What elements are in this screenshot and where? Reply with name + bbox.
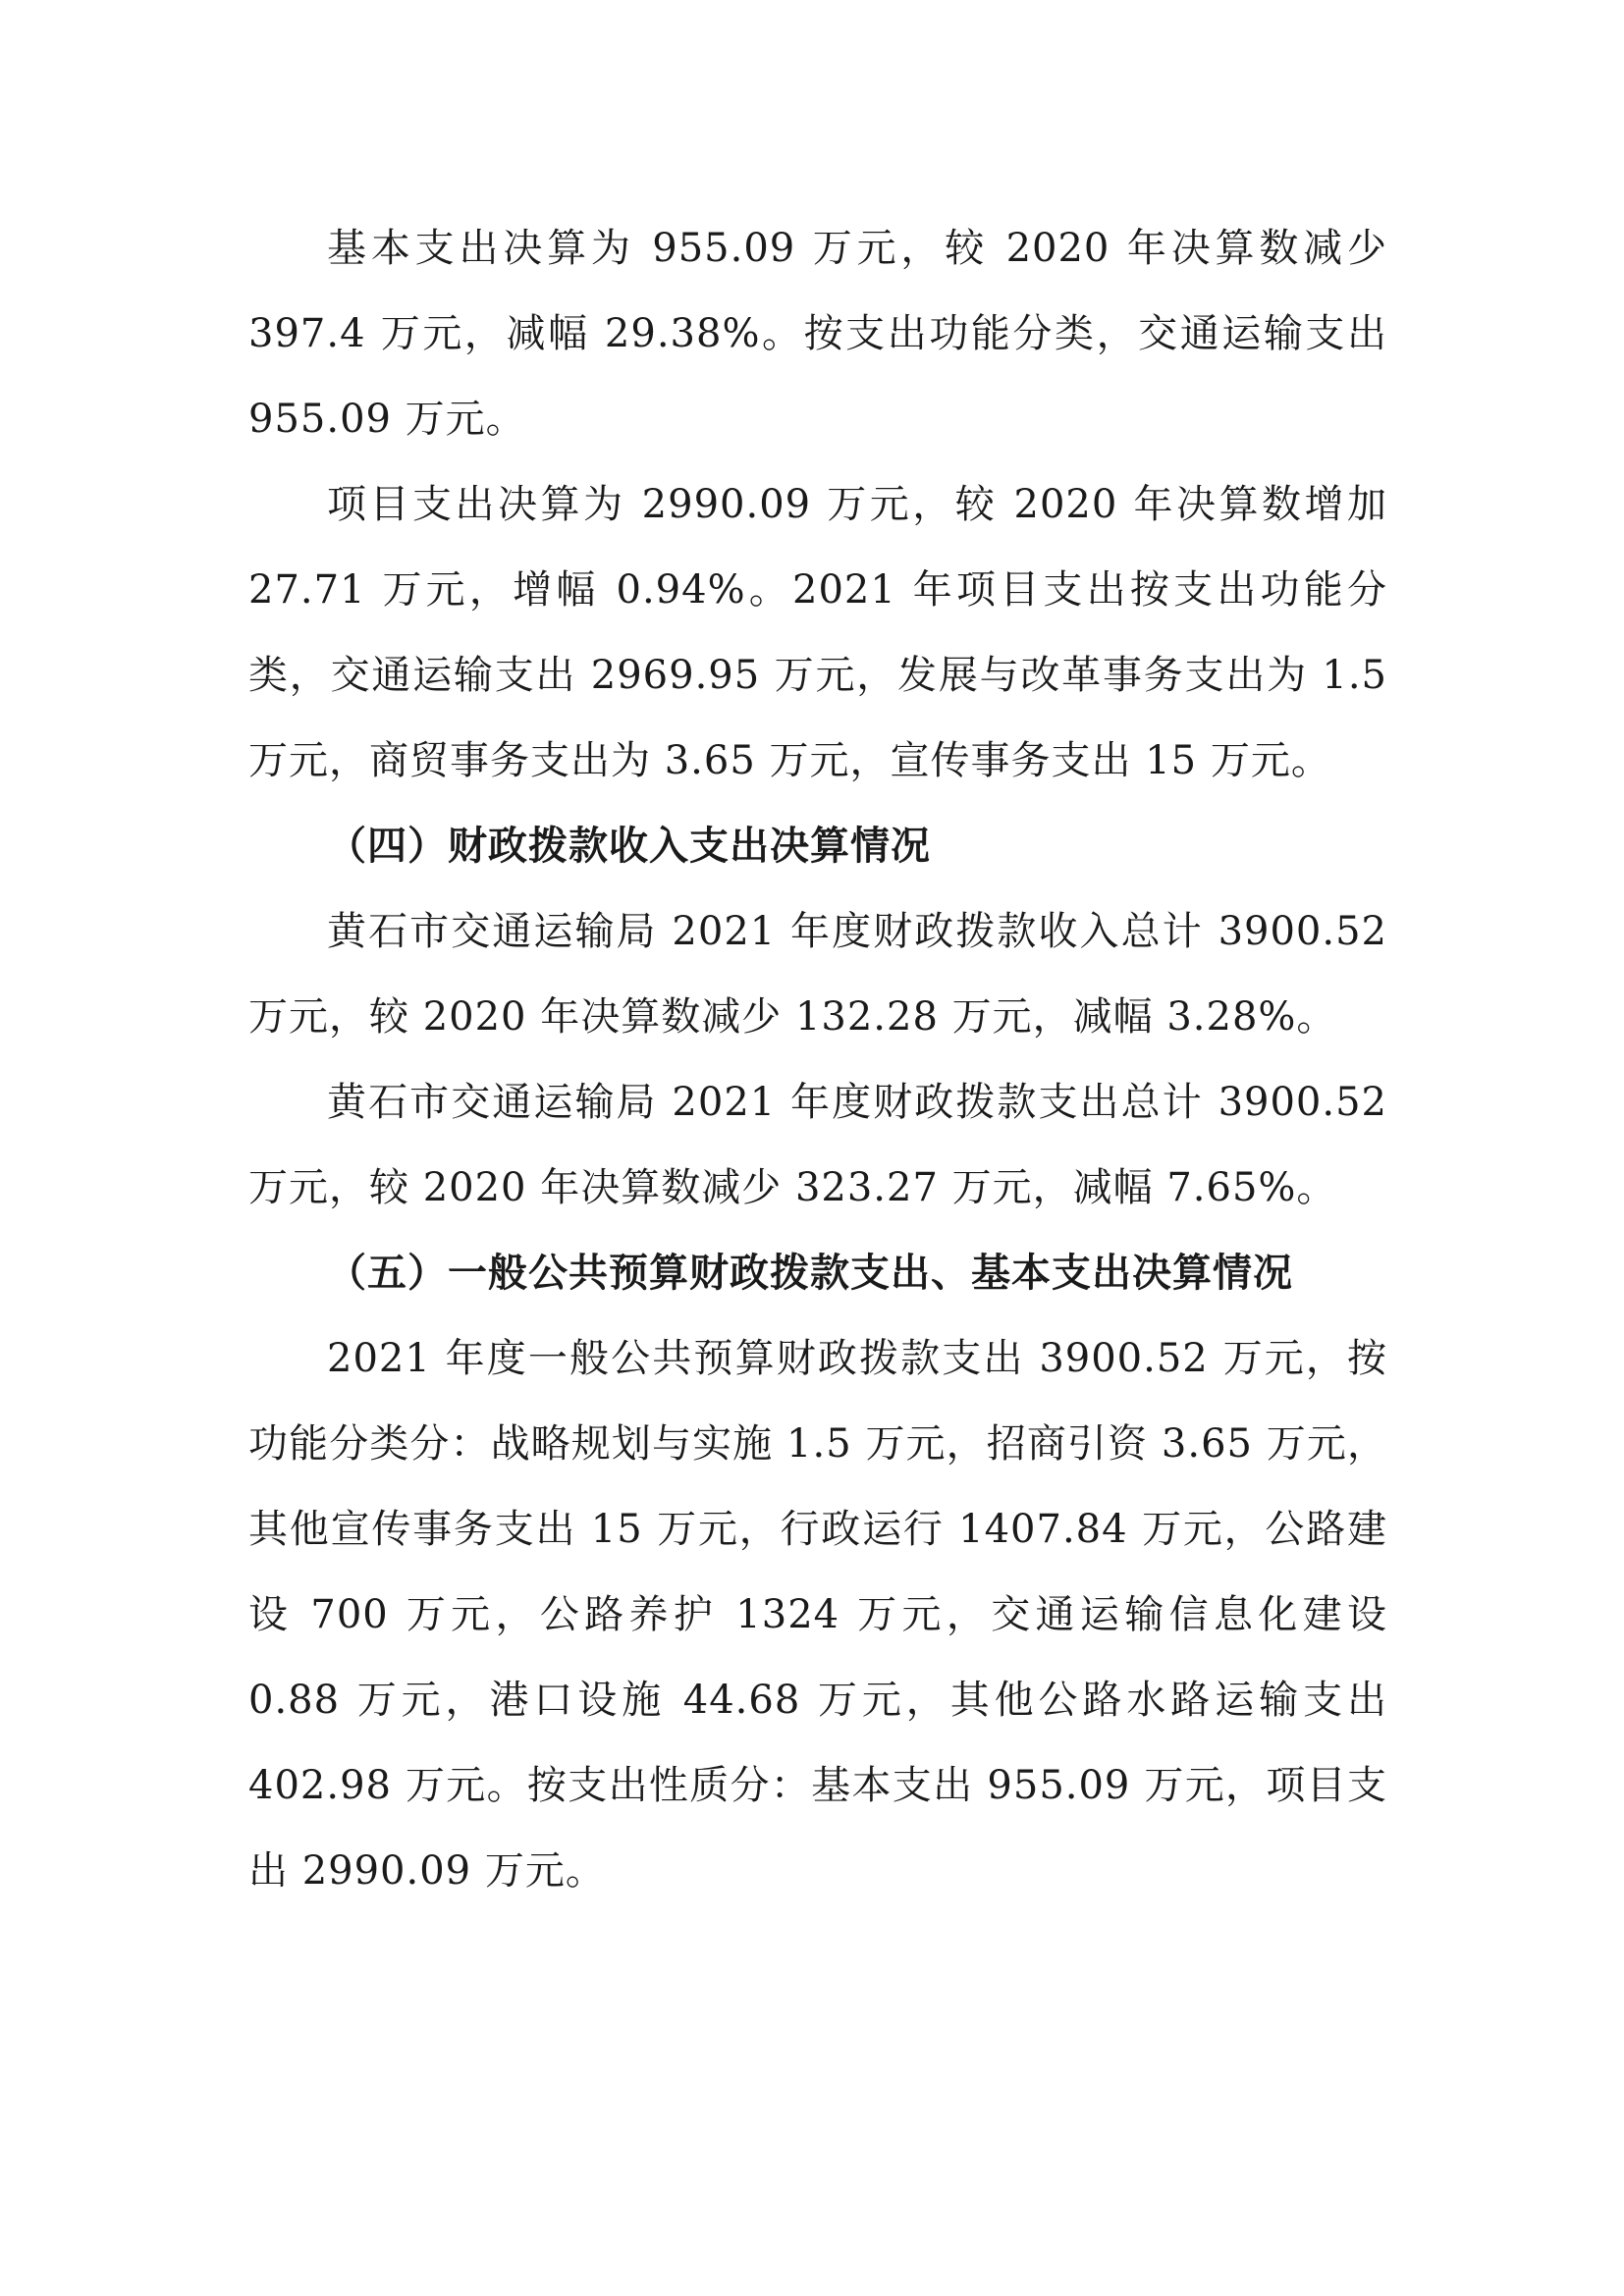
paragraph-fiscal-expenditure: 黄石市交通运输局 2021 年度财政拨款支出总计 3900.52 万元，较 2020 年决算数减少 323.27 万元，减幅 7.65%。 — [248, 1080, 1387, 1210]
section-heading-4: （四）财政拨款收入支出决算情况 — [327, 824, 931, 869]
paragraph-general-budget: 2021 年度一般公共预算财政拨款支出 3900.52 万元，按功能分类分：战略规划与实施 1.5 万元，招商引资 3.65 万元，其他宣传事务支出 15 万元，行政运行 1407.84 万元，公路建设 700 万元，公路养护 1324 万元，交通运输信息化建设 0.88 万元，港口设施 44.68 万元，其他公路水路运输支出 402.98 万元。按支出性质分：基本支出 955.09 万元，项目支出 2990.09 万元。 — [248, 1336, 1387, 1894]
section-heading-5: （五）一般公共预算财政拨款支出、基本支出决算情况 — [327, 1251, 1293, 1296]
paragraph-fiscal-income: 黄石市交通运输局 2021 年度财政拨款收入总计 3900.52 万元，较 2020 年决算数减少 132.28 万元，减幅 3.28%。 — [248, 909, 1387, 1040]
paragraph-basic-expenditure: 基本支出决算为 955.09 万元，较 2020 年决算数减少 397.4 万元，减幅 29.38%。按支出功能分类，交通运输支出 955.09 万元。 — [248, 226, 1387, 442]
document-body — [248, 206, 1387, 1914]
paragraph-project-expenditure: 项目支出决算为 2990.09 万元，较 2020 年决算数增加 27.71 万元，增幅 0.94%。2021 年项目支出按支出功能分类，交通运输支出 2969.95 万元，发展与改革事务支出为 1.5 万元，商贸事务支出为 3.65 万元，宣传事务支出 15 万元。 — [248, 482, 1387, 783]
